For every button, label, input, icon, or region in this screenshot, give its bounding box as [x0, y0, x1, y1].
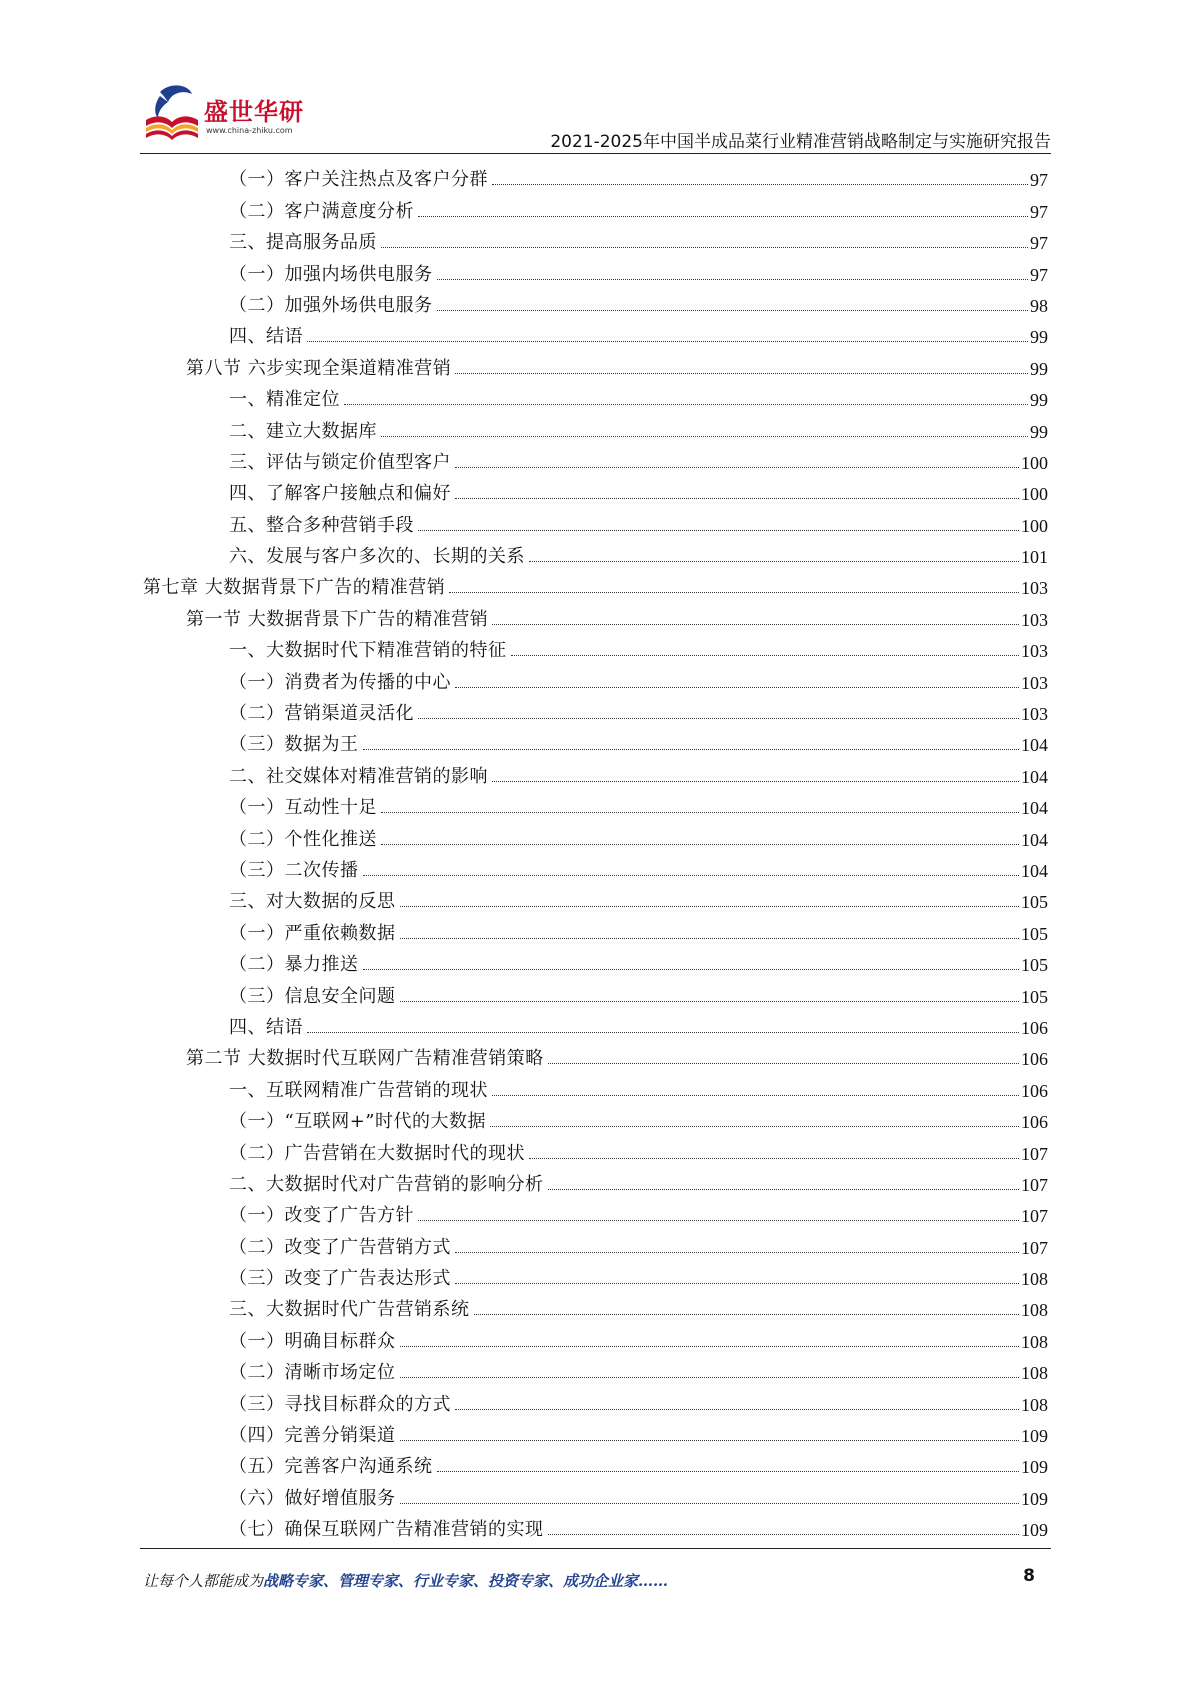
toc-entry-title: （四）完善分销渠道	[229, 1425, 396, 1447]
toc-entry-title: （三）数据为王	[229, 734, 359, 756]
toc-entry[interactable]	[143, 474, 1048, 505]
toc-entry-page: 99	[1030, 327, 1048, 348]
toc-dot-leader	[363, 875, 1020, 876]
toc-entry[interactable]	[143, 537, 1048, 568]
toc-entry-page: 101	[1021, 547, 1048, 568]
toc-entry[interactable]	[143, 348, 1048, 379]
toc-entry[interactable]	[143, 1321, 1048, 1352]
toc-entry-title: 第七章 大数据背景下广告的精准营销	[143, 577, 446, 599]
toc-entry-title: （二）客户满意度分析	[229, 200, 414, 222]
toc-entry[interactable]	[143, 1384, 1048, 1415]
table-of-contents	[143, 160, 1048, 1541]
toc-dot-leader	[455, 1283, 1019, 1284]
toc-dot-leader	[455, 467, 1019, 468]
toc-entry-title: 二、社交媒体对精准营销的影响	[229, 765, 488, 787]
toc-dot-leader	[511, 655, 1020, 656]
toc-entry-title: （二）营销渠道灵活化	[229, 703, 414, 725]
toc-dot-leader	[437, 1471, 1020, 1472]
toc-entry-title: （一）消费者为传播的中心	[229, 671, 451, 693]
toc-entry-page: 106	[1021, 1080, 1048, 1101]
toc-dot-leader	[363, 749, 1020, 750]
toc-entry-title: 四、结语	[229, 1016, 303, 1038]
toc-dot-leader	[418, 1220, 1019, 1221]
toc-entry-page: 100	[1021, 452, 1048, 473]
toc-entry[interactable]	[143, 160, 1048, 191]
toc-entry-page: 108	[1021, 1363, 1048, 1384]
toc-entry-page: 105	[1021, 986, 1048, 1007]
toc-entry-title: 一、大数据时代下精准营销的特征	[229, 640, 507, 662]
toc-entry-page: 109	[1021, 1520, 1048, 1541]
toc-entry-page: 109	[1021, 1457, 1048, 1478]
toc-entry-title: 五、整合多种营销手段	[229, 514, 414, 536]
toc-entry-title: （一）严重依赖数据	[229, 922, 396, 944]
toc-dot-leader	[400, 1346, 1020, 1347]
footer-slogan	[143, 1570, 668, 1591]
toc-entry-page: 108	[1021, 1269, 1048, 1290]
toc-entry-title: 第八节 六步实现全渠道精准营销	[186, 357, 452, 379]
toc-dot-leader	[455, 1409, 1019, 1410]
toc-entry-title: 第一节 大数据背景下广告的精准营销	[186, 608, 489, 630]
toc-entry-page: 99	[1030, 390, 1048, 411]
toc-dot-leader	[307, 341, 1028, 342]
toc-entry-title: 三、大数据时代广告营销系统	[229, 1299, 470, 1321]
toc-entry[interactable]	[143, 788, 1048, 819]
toc-entry-page: 107	[1021, 1206, 1048, 1227]
toc-dot-leader	[548, 1534, 1020, 1535]
toc-entry[interactable]	[143, 411, 1048, 442]
toc-entry[interactable]	[143, 1353, 1048, 1384]
logo-book-icon	[140, 82, 204, 144]
toc-dot-leader	[548, 1063, 1019, 1064]
toc-entry[interactable]	[143, 1227, 1048, 1258]
toc-dot-leader	[418, 530, 1019, 531]
toc-entry-title: （二）暴力推送	[229, 954, 359, 976]
toc-entry-title: 四、结语	[229, 326, 303, 348]
toc-entry-page: 97	[1030, 233, 1048, 254]
toc-dot-leader	[455, 498, 1019, 499]
toc-entry-page: 103	[1021, 609, 1048, 630]
toc-dot-leader	[344, 404, 1028, 405]
toc-entry-title: 三、对大数据的反思	[229, 891, 396, 913]
toc-entry-title: （一）互动性十足	[229, 797, 377, 819]
toc-dot-leader	[490, 1126, 1019, 1127]
toc-dot-leader	[381, 844, 1019, 845]
toc-entry-page: 97	[1030, 170, 1048, 191]
toc-entry[interactable]	[143, 1008, 1048, 1039]
toc-entry-page: 108	[1021, 1300, 1048, 1321]
toc-entry[interactable]	[143, 380, 1048, 411]
toc-entry-page: 107	[1021, 1174, 1048, 1195]
toc-dot-leader	[381, 436, 1028, 437]
toc-entry-page: 106	[1021, 1049, 1048, 1070]
toc-entry[interactable]	[143, 1259, 1048, 1290]
toc-dot-leader	[529, 1158, 1019, 1159]
toc-entry[interactable]	[143, 945, 1048, 976]
slogan-lead: 让每个人都能成为	[143, 1572, 264, 1590]
toc-entry[interactable]	[143, 976, 1048, 1007]
toc-entry[interactable]	[143, 1133, 1048, 1164]
toc-entry-page: 107	[1021, 1143, 1048, 1164]
toc-dot-leader	[400, 906, 1020, 907]
toc-entry-title: （六）做好增值服务	[229, 1487, 396, 1509]
toc-entry[interactable]	[143, 882, 1048, 913]
toc-entry-page: 104	[1021, 735, 1048, 756]
toc-entry-page: 109	[1021, 1488, 1048, 1509]
toc-entry[interactable]	[143, 756, 1048, 787]
toc-entry-page: 105	[1021, 923, 1048, 944]
toc-entry-page: 105	[1021, 892, 1048, 913]
toc-entry[interactable]	[143, 505, 1048, 536]
toc-entry[interactable]	[143, 851, 1048, 882]
toc-entry-page: 100	[1021, 484, 1048, 505]
toc-entry[interactable]	[143, 223, 1048, 254]
toc-dot-leader	[474, 1314, 1020, 1315]
toc-entry-title: （二）清晰市场定位	[229, 1362, 396, 1384]
toc-entry[interactable]	[143, 443, 1048, 474]
toc-entry-title: （一）客户关注热点及客户分群	[229, 169, 488, 191]
toc-entry-page: 106	[1021, 1112, 1048, 1133]
toc-entry[interactable]	[143, 1165, 1048, 1196]
toc-dot-leader	[548, 1189, 1020, 1190]
toc-dot-leader	[492, 624, 1019, 625]
report-title: 2021-2025年中国半成品菜行业精准营销战略制定与实施研究报告	[550, 132, 1051, 152]
toc-entry[interactable]	[143, 819, 1048, 850]
toc-entry[interactable]	[143, 191, 1048, 222]
toc-entry[interactable]	[143, 913, 1048, 944]
toc-dot-leader	[492, 184, 1028, 185]
toc-entry-page: 103	[1021, 578, 1048, 599]
toc-entry-page: 97	[1030, 264, 1048, 285]
toc-entry-title: （二）改变了广告营销方式	[229, 1236, 451, 1258]
brand-url: www.china-zhiku.com	[206, 126, 293, 135]
toc-entry[interactable]	[143, 286, 1048, 317]
toc-dot-leader	[418, 216, 1028, 217]
toc-entry-title: （三）寻找目标群众的方式	[229, 1393, 451, 1415]
toc-entry[interactable]	[143, 1039, 1048, 1070]
toc-dot-leader	[381, 812, 1019, 813]
toc-entry-page: 103	[1021, 672, 1048, 693]
toc-entry[interactable]	[143, 1416, 1048, 1447]
toc-entry[interactable]	[143, 599, 1048, 630]
toc-dot-leader	[400, 938, 1020, 939]
toc-entry-page: 107	[1021, 1237, 1048, 1258]
toc-entry-title: （五）完善客户沟通系统	[229, 1456, 433, 1478]
toc-entry-title: 三、评估与锁定价值型客户	[229, 451, 451, 473]
toc-entry[interactable]	[143, 1196, 1048, 1227]
toc-entry-page: 104	[1021, 829, 1048, 850]
toc-entry[interactable]	[143, 1102, 1048, 1133]
toc-entry[interactable]	[143, 568, 1048, 599]
toc-dot-leader	[400, 1440, 1020, 1441]
toc-entry-title: （三）信息安全问题	[229, 985, 396, 1007]
toc-entry[interactable]	[143, 1510, 1048, 1541]
toc-entry-title: 六、发展与客户多次的、长期的关系	[229, 546, 525, 568]
toc-entry-page: 98	[1030, 295, 1048, 316]
toc-dot-leader	[400, 1503, 1020, 1504]
toc-entry-title: 一、精准定位	[229, 389, 340, 411]
toc-entry[interactable]	[143, 317, 1048, 348]
toc-dot-leader	[492, 1095, 1019, 1096]
toc-entry-page: 104	[1021, 766, 1048, 787]
toc-entry-page: 100	[1021, 515, 1048, 536]
footer-divider	[140, 1548, 1051, 1549]
toc-dot-leader	[363, 969, 1020, 970]
toc-entry-page: 97	[1030, 201, 1048, 222]
toc-entry-title: （二）广告营销在大数据时代的现状	[229, 1142, 525, 1164]
toc-entry[interactable]	[143, 254, 1048, 285]
toc-entry[interactable]	[143, 1290, 1048, 1321]
toc-entry-title: （二）个性化推送	[229, 828, 377, 850]
toc-dot-leader	[400, 1001, 1020, 1002]
toc-dot-leader	[400, 1377, 1020, 1378]
toc-dot-leader	[307, 1032, 1019, 1033]
toc-dot-leader	[449, 592, 1019, 593]
toc-dot-leader	[437, 279, 1029, 280]
toc-entry-title: （二）加强外场供电服务	[229, 294, 433, 316]
toc-entry-page: 103	[1021, 641, 1048, 662]
toc-dot-leader	[455, 1252, 1019, 1253]
toc-entry-page: 108	[1021, 1394, 1048, 1415]
toc-entry-title: （三）二次传播	[229, 859, 359, 881]
toc-dot-leader	[455, 687, 1019, 688]
toc-entry[interactable]	[143, 631, 1048, 662]
toc-entry-title: 三、提高服务品质	[229, 232, 377, 254]
page-number: 8	[1023, 1566, 1035, 1586]
toc-dot-leader	[437, 310, 1029, 311]
toc-entry-page: 106	[1021, 1017, 1048, 1038]
header-divider	[140, 153, 1051, 154]
toc-dot-leader	[418, 718, 1019, 719]
toc-dot-leader	[529, 561, 1019, 562]
toc-entry-title: （一）明确目标群众	[229, 1330, 396, 1352]
toc-entry-title: 二、大数据时代对广告营销的影响分析	[229, 1173, 544, 1195]
toc-entry[interactable]	[143, 1478, 1048, 1509]
toc-entry-title: 四、了解客户接触点和偏好	[229, 483, 451, 505]
toc-entry-title: （一）加强内场供电服务	[229, 263, 433, 285]
brand-name: 盛世华研	[204, 98, 304, 126]
toc-entry[interactable]	[143, 725, 1048, 756]
toc-entry-page: 99	[1030, 358, 1048, 379]
toc-entry[interactable]	[143, 662, 1048, 693]
company-logo	[140, 78, 310, 148]
toc-entry-page: 105	[1021, 955, 1048, 976]
toc-entry[interactable]	[143, 1447, 1048, 1478]
toc-entry[interactable]	[143, 694, 1048, 725]
toc-entry[interactable]	[143, 1070, 1048, 1101]
toc-entry-page: 109	[1021, 1426, 1048, 1447]
toc-entry-page: 104	[1021, 860, 1048, 881]
toc-entry-page: 103	[1021, 704, 1048, 725]
toc-entry-title: （七）确保互联网广告精准营销的实现	[229, 1519, 544, 1541]
toc-entry-page: 99	[1030, 421, 1048, 442]
toc-entry-title: （三）改变了广告表达形式	[229, 1268, 451, 1290]
toc-entry-title: （一）改变了广告方针	[229, 1205, 414, 1227]
toc-entry-title: 二、建立大数据库	[229, 420, 377, 442]
toc-dot-leader	[381, 247, 1028, 248]
toc-entry-page: 104	[1021, 798, 1048, 819]
slogan-highlight: 战略专家、管理专家、行业专家、投资专家、成功企业家……	[263, 1572, 669, 1590]
toc-dot-leader	[455, 373, 1028, 374]
toc-entry-title: （一）“互联网+”时代的大数据	[229, 1111, 486, 1133]
toc-dot-leader	[492, 781, 1019, 782]
toc-entry-page: 108	[1021, 1331, 1048, 1352]
toc-entry-title: 第二节 大数据时代互联网广告精准营销策略	[186, 1048, 544, 1070]
toc-entry-title: 一、互联网精准广告营销的现状	[229, 1079, 488, 1101]
